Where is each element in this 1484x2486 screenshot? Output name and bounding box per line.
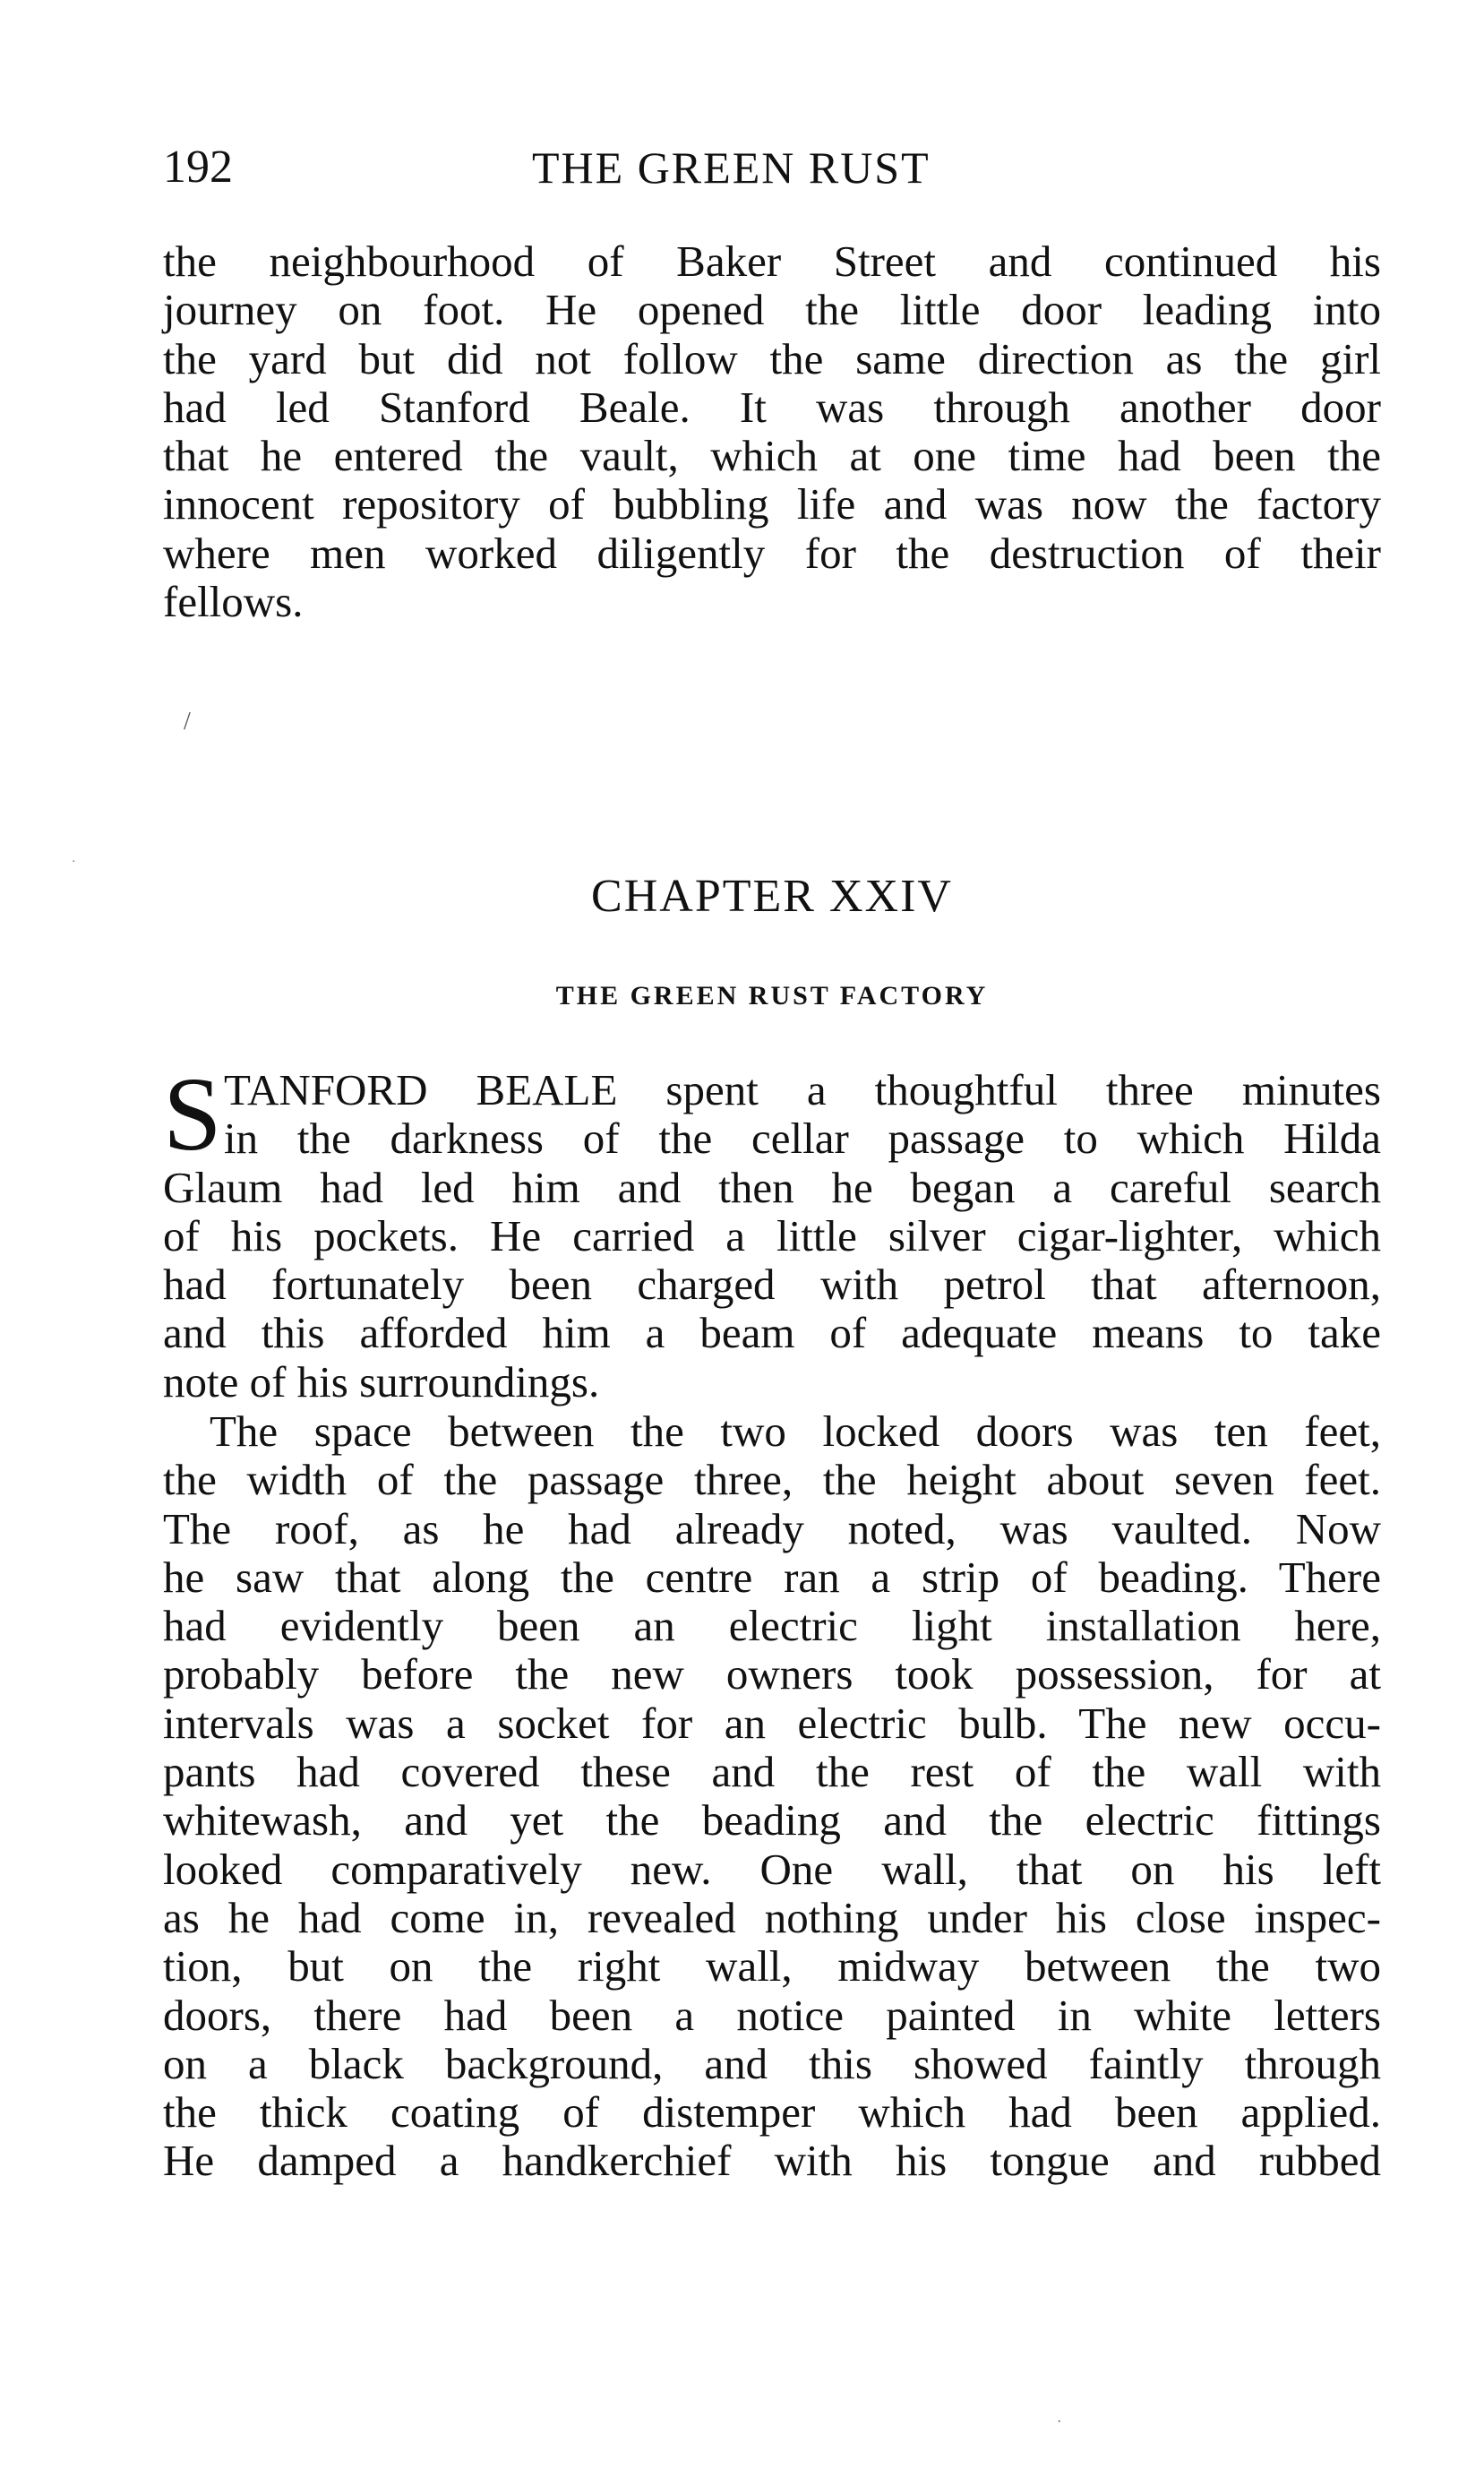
chapter-subtitle: THE GREEN RUST FACTORY bbox=[555, 981, 989, 1011]
text-line: where men worked diligently for the destruction of their bbox=[163, 528, 1381, 578]
text-line: had evidently been an electric light installation here, bbox=[163, 1601, 1381, 1651]
running-head bbox=[163, 136, 1381, 199]
continuation-paragraph bbox=[163, 237, 1381, 626]
scan-speck: / bbox=[184, 708, 191, 735]
text-line: note of his surroundings. bbox=[163, 1356, 600, 1406]
text-line: the thick coating of distemper which had been applied. bbox=[163, 2087, 1381, 2138]
running-title: THE GREEN RUST bbox=[532, 142, 931, 193]
text-line: innocent repository of bubbling life and was now the factory bbox=[163, 479, 1381, 529]
text-line: journey on foot. He opened the little door leading into bbox=[163, 285, 1381, 335]
text-line: that he entered the vault, which at one time had been the bbox=[163, 431, 1381, 481]
text-line: the width of the passage three, the height about seven feet. bbox=[163, 1455, 1381, 1505]
text-line: fellows. bbox=[163, 577, 304, 627]
drop-cap-container bbox=[163, 1055, 1381, 1173]
text-line: looked comparatively new. One wall, that on his left bbox=[163, 1844, 1381, 1894]
scan-speck: · bbox=[72, 856, 76, 869]
body-paragraph bbox=[163, 1407, 1381, 2186]
text-line: The roof, as he had already noted, was vaulted. Now bbox=[163, 1503, 1381, 1553]
text-line: of his pockets. He carried a little silver cigar-lighter, which bbox=[163, 1210, 1381, 1260]
scan-speck: · bbox=[1057, 2414, 1062, 2430]
text-line: the neighbourhood of Baker Street and continued his bbox=[163, 237, 1381, 286]
text-line: probably before the new owners took possession, for at bbox=[163, 1649, 1381, 1699]
page-number: 192 bbox=[163, 142, 233, 193]
text-line: He damped a handkerchief with his tongue and rubbed bbox=[163, 2136, 1381, 2186]
text-line: as he had come in, revealed nothing under his close inspec- bbox=[163, 1892, 1381, 1942]
text-line: pants had covered these and the rest of the wall with bbox=[163, 1747, 1381, 1797]
text-line: and this afforded him a beam of adequate means to take bbox=[163, 1308, 1381, 1358]
text-line: he saw that along the centre ran a strip of beading. There bbox=[163, 1552, 1381, 1602]
text-line: The space between the two locked doors was ten feet, bbox=[210, 1406, 1381, 1456]
text-line: whitewash, and yet the beading and the electric fittings bbox=[163, 1795, 1381, 1845]
text-line: intervals was a socket for an electric bulb. The new occu- bbox=[163, 1698, 1381, 1748]
text-line: Glaum had led him and then he began a careful search bbox=[163, 1162, 1381, 1212]
text-line: tion, but on the right wall, midway between the two bbox=[163, 1941, 1381, 1991]
drop-cap: S bbox=[163, 1055, 222, 1173]
chapter-heading: CHAPTER XXIV bbox=[591, 871, 953, 922]
text-line: TANFORD BEALE spent a thoughtful three minutes bbox=[224, 1065, 1381, 1114]
text-line: doors, there had been a notice painted in white letters bbox=[163, 1990, 1381, 2040]
text-line: had fortunately been charged with petrol that afternoon, bbox=[163, 1260, 1381, 1310]
text-line: had led Stanford Beale. It was through another door bbox=[163, 382, 1381, 432]
text-line: in the darkness of the cellar passage to which Hilda bbox=[224, 1114, 1381, 1164]
text-line: on a black background, and this showed faintly through bbox=[163, 2038, 1381, 2088]
opening-paragraph bbox=[163, 1055, 1381, 1406]
text-line: the yard but did not follow the same direction as the girl bbox=[163, 333, 1381, 383]
